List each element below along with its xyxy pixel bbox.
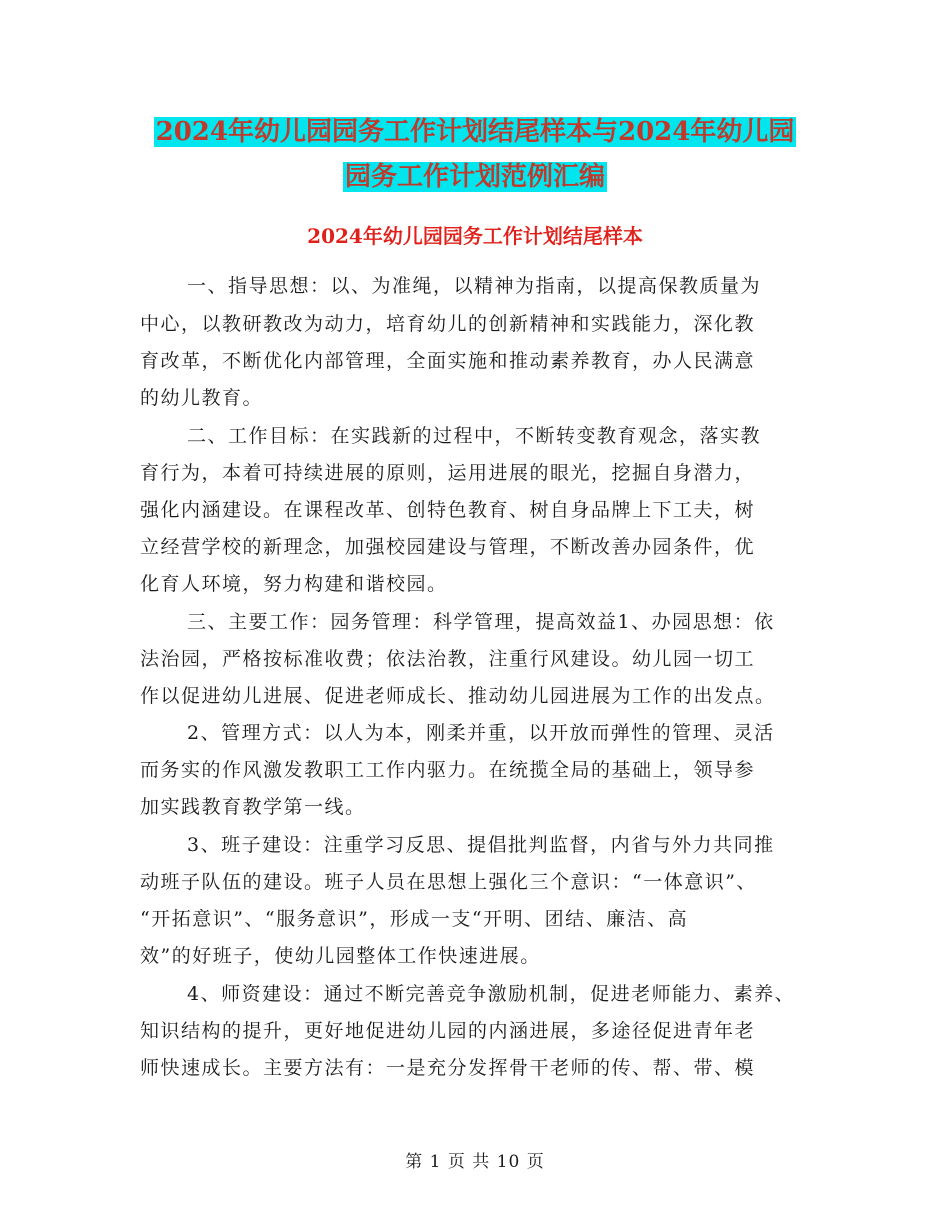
paragraph-line: “开拓意识”、“服务意识”，形成一支“开明、团结、廉洁、高 [140,908,689,930]
paragraph-line: 师快速成长。主要方法有：一是充分发挥骨干老师的传、帮、带、模 [140,1057,756,1079]
paragraph-line: 育改革，不断优化内部管理，全面实施和推动素养教育，办人民满意 [140,350,756,372]
paragraph-line: 三、主要工作：园务管理：科学管理，提高效益1、办园思想：依 [187,611,775,633]
paragraph-line: 二、工作目标：在实践新的过程中，不断转变教育观念，落实教 [187,425,762,447]
paragraph-line: 的幼儿教育。 [140,387,264,409]
document-title-line-2 [0,155,950,199]
paragraph-line: 4、师资建设：通过不断完善竞争激励机制，促进老师能力、素养、 [187,983,796,1005]
document-title-line-1 [0,110,950,154]
section-title: 2024年幼儿园园务工作计划结尾样本 [307,224,643,248]
paragraph-line: 而务实的作风激发教职工工作内驱力。在统揽全局的基础上，领导参 [140,759,756,781]
paragraph-line: 2、管理方式：以人为本，刚柔并重，以开放而弹性的管理、灵活 [187,722,775,744]
paragraph-line: 效”的好班子，使幼儿园整体工作快速进展。 [140,945,541,967]
paragraph-line: 强化内涵建设。在课程改革、创特色教育、树自身品牌上下工夫，树 [140,499,756,521]
paragraph-line: 作以促进幼儿进展、促进老师成长、推动幼儿园进展为工作的出发点。 [140,685,776,707]
paragraph-line: 育行为，本着可持续进展的原则，运用进展的眼光，挖掘自身潜力， [140,462,756,484]
paragraph-line: 法治园，严格按标准收费；依法治教，注重行风建设。幼儿园一切工 [140,648,756,670]
document-title-line-2-text: 园务工作计划范例汇编 [344,162,605,192]
paragraph-line: 立经营学校的新理念，加强校园建设与管理，不断改善办园条件，优 [140,536,756,558]
paragraph-line: 知识结构的提升，更好地促进幼儿园的内涵进展，多途径促进青年老 [140,1020,756,1042]
paragraph-line: 加实践教育教学第一线。 [140,796,366,818]
document-title-line-1-text: 2024年幼儿园园务工作计划结尾样本与2024年幼儿园 [155,117,795,147]
paragraph-line: 3、班子建设：注重学习反思、提倡批判监督，内省与外力共同推 [187,834,775,856]
paragraph-line: 中心，以教研教改为动力，培育幼儿的创新精神和实践能力，深化教 [140,313,756,335]
paragraph-line: 化育人环境，努力构建和谐校园。 [140,573,448,595]
paragraph-line: 动班子队伍的建设。班子人员在思想上强化三个意识：“一体意识”、 [140,871,757,893]
page-footer: 第 1 页 共 10 页 [405,1152,545,1172]
paragraph-line: 一、指导思想：以、为准绳，以精神为指南，以提高保教质量为 [187,275,762,297]
